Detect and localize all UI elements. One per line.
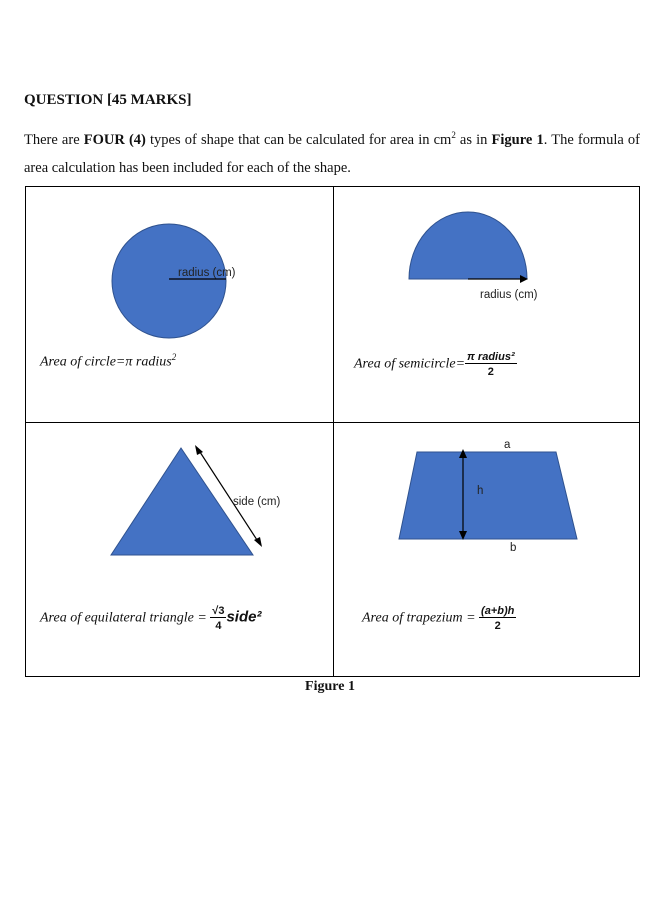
intro-text-2: types of shape that can be calculated for area in cm	[145, 131, 452, 148]
circle-formula-exponent: 2	[171, 352, 177, 362]
intro-bold-figure: Figure 1	[491, 131, 544, 148]
trapezium-formula-text: Area of trapezium =	[362, 610, 476, 626]
trapezium-shape	[399, 452, 577, 539]
intro-bold-count: FOUR (4)	[83, 131, 146, 148]
semicircle-radius-label: radius (cm)	[480, 289, 538, 301]
triangle-formula	[40, 605, 261, 632]
intro-superscript: 2	[451, 130, 456, 140]
intro-text-1: There are	[24, 131, 84, 148]
semicircle-formula	[354, 351, 517, 378]
trapezium-numerator: (a+b)h	[481, 605, 515, 617]
triangle-denominator: 4	[215, 620, 222, 632]
semicircle-fraction	[465, 351, 517, 378]
triangle-numerator: √3	[212, 605, 225, 617]
figure-grid	[25, 186, 640, 677]
intro-paragraph	[24, 121, 640, 182]
intro-text-3: as in	[455, 131, 492, 148]
triangle-formula-side: side²	[226, 608, 262, 626]
circle-formula	[40, 352, 176, 371]
trapezium-label-b: b	[510, 542, 517, 554]
semicircle-shape	[409, 212, 527, 279]
intro-text-4: . The formula of area calculation has been included for each of the shape.	[24, 131, 640, 176]
trapezium-label-h: h	[477, 485, 484, 497]
semicircle-formula-text: Area of semicircle=	[354, 356, 466, 372]
trapezium-fraction	[479, 605, 516, 632]
figure-caption: Figure 1	[305, 679, 355, 694]
question-heading: QUESTION [45 MARKS]	[24, 92, 192, 108]
trapezium-denominator: 2	[494, 620, 501, 632]
triangle-fraction	[210, 605, 226, 632]
trapezium-formula	[362, 605, 516, 632]
circle-radius-label: radius (cm)	[178, 267, 236, 279]
triangle-arrowhead-bottom	[254, 537, 262, 547]
triangle-arrowhead-top	[195, 445, 203, 455]
circle-formula-text: Area of circle=π radius	[40, 354, 172, 370]
triangle-formula-text: Area of equilateral triangle =	[40, 610, 207, 626]
triangle-side-label: side (cm)	[233, 496, 281, 508]
circle-shape	[112, 224, 226, 338]
semicircle-numerator: π radius²	[467, 351, 515, 363]
trapezium-label-a: a	[504, 439, 511, 451]
semicircle-denominator: 2	[487, 366, 494, 378]
